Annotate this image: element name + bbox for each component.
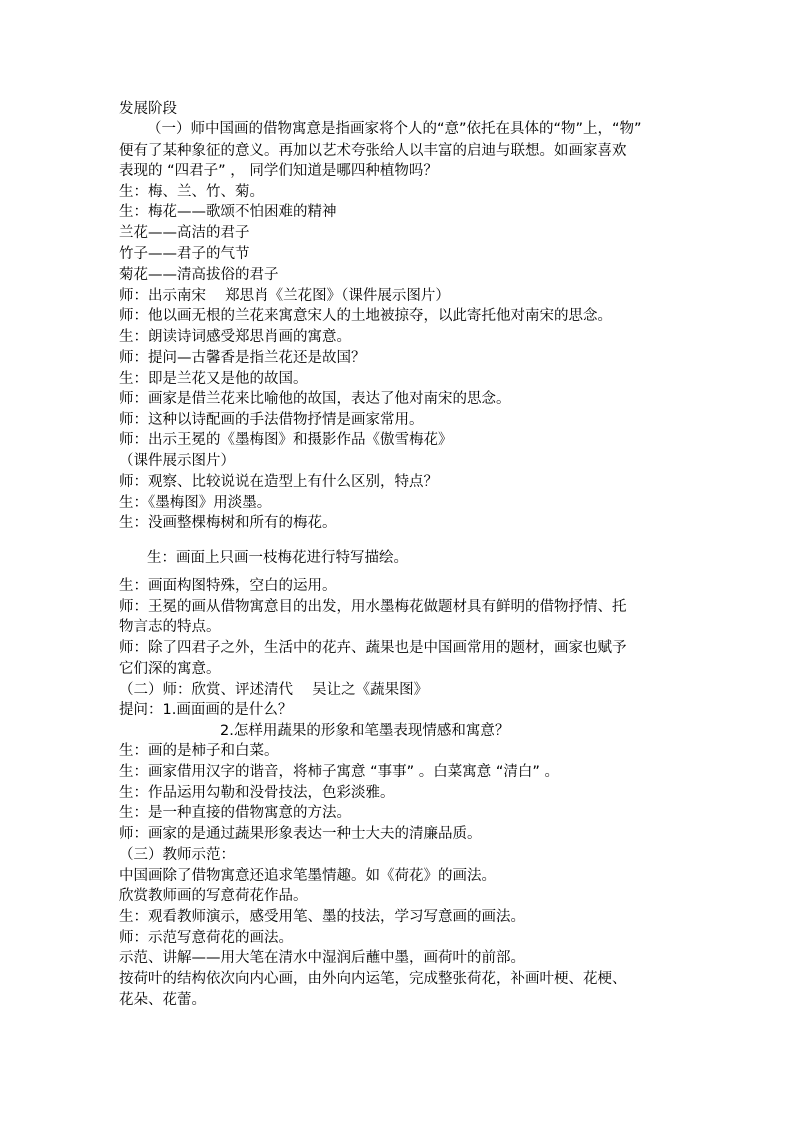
paragraph-line: （三）教师示范： (119, 847, 235, 863)
paragraph-line: 菊花——清高拔俗的君子 (119, 267, 279, 283)
paragraph-line: 师：出示王冕的《墨梅图》和摄影作品《傲雪梅花》 (119, 432, 453, 448)
paragraph-line: 生：《墨梅图》用淡墨。 (119, 495, 272, 511)
paragraph-line: 生：画面上只画一枝梅花进行特写描绘。 (147, 550, 408, 566)
paragraph-line: 生：画面构图特殊，空白的运用。 (119, 578, 337, 594)
paragraph-line: 师：王冕的画从借物寓意目的出发，用水墨梅花做题材具有鲜明的借物抒情、托 (119, 599, 627, 615)
paragraph-line: 生：画的是柿子和白菜。 (119, 743, 279, 759)
paragraph-line: 提问：1.画面画的是什么？ (119, 702, 293, 718)
paragraph-line: 师：观察、比较说说在造型上有什么区别，特点？ (119, 474, 438, 490)
paragraph-line: 生：没画整棵梅树和所有的梅花。 (119, 515, 337, 531)
paragraph-line: 生：作品运用勾勒和没骨技法，色彩淡雅。 (119, 785, 395, 801)
paragraph-line: 师：画家是借兰花来比喻他的故国，表达了他对南宋的思念。 (119, 391, 511, 407)
paragraph-line: 生：梅、兰、竹、菊。 (119, 184, 264, 200)
paragraph-line: 2.怎样用蔬果的形象和笔墨表现情感和寓意？ (220, 723, 510, 739)
paragraph-line: 生：观看教师演示，感受用笔、墨的技法，学习写意画的画法。 (119, 909, 525, 925)
paragraph-line: 兰花——高洁的君子 (119, 225, 250, 241)
paragraph-line: 便有了某种象征的意义。再加以艺术夸张给人以丰富的启迪与联想。如画家喜欢 (119, 143, 627, 159)
paragraph-line: （二）师：欣赏、评述清代 吴让之《蔬果图》 (119, 682, 429, 698)
paragraph-line: （课件展示图片） (119, 453, 235, 469)
paragraph-line: （一）师中国画的借物寓意是指画家将个人的“意”依托在具体的“物”上，“物” (147, 121, 642, 137)
paragraph-line: 生：朗读诗词感受郑思肖画的寓意。 (119, 329, 351, 345)
paragraph-line: 竹子——君子的气节 (119, 246, 250, 262)
paragraph-line: 师：画家的是通过蔬果形象表达一种士大夫的清廉品质。 (119, 826, 482, 842)
paragraph-line: 师：这种以诗配画的手法借物抒情是画家常用。 (119, 412, 424, 428)
paragraph-line: 它们深的寓意。 (119, 661, 221, 677)
section-heading: 发展阶段 (119, 101, 177, 117)
paragraph-line: 生：是一种直接的借物寓意的方法。 (119, 805, 351, 821)
paragraph-line: 师：他以画无根的兰花来寓意宋人的土地被掠夺，以此寄托他对南宋的思念。 (119, 308, 612, 324)
paragraph-line: 生：梅花——歌颂不怕困难的精神 (119, 204, 337, 220)
paragraph-line: 师：示范写意荷花的画法。 (119, 930, 293, 946)
paragraph-line: 示范、讲解——用大笔在清水中湿润后蘸中墨，画荷叶的前部。 (119, 950, 525, 966)
paragraph-line: 生：画家借用汉字的谐音，将柿子寓意 “事事” 。白菜寓意 “清白” 。 (119, 764, 559, 780)
paragraph-line: 中国画除了借物寓意还追求笔墨情趣。如《荷花》的画法。 (119, 868, 496, 884)
paragraph-line: 物言志的特点。 (119, 619, 221, 635)
paragraph-line: 欣赏教师画的写意荷花作品。 (119, 888, 308, 904)
paragraph-line: 按荷叶的结构依次向内心画，由外向内运笔，完成整张荷花，补画叶梗、花梗、 (119, 971, 627, 987)
paragraph-line: 表现的 “四君子” ， 同学们知道是哪四种植物吗？ (119, 163, 438, 179)
paragraph-line: 师：出示南宋 郑思肖《兰花图》（课件展示图片） (119, 288, 450, 304)
paragraph-line: 师：除了四君子之外，生活中的花卉、蔬果也是中国画常用的题材，画家也赋予 (119, 640, 627, 656)
paragraph-line: 师：提问—古馨香是指兰花还是故国？ (119, 350, 366, 366)
paragraph-line: 生：即是兰花又是他的故国。 (119, 371, 308, 387)
paragraph-line: 花朵、花蕾。 (119, 992, 206, 1008)
